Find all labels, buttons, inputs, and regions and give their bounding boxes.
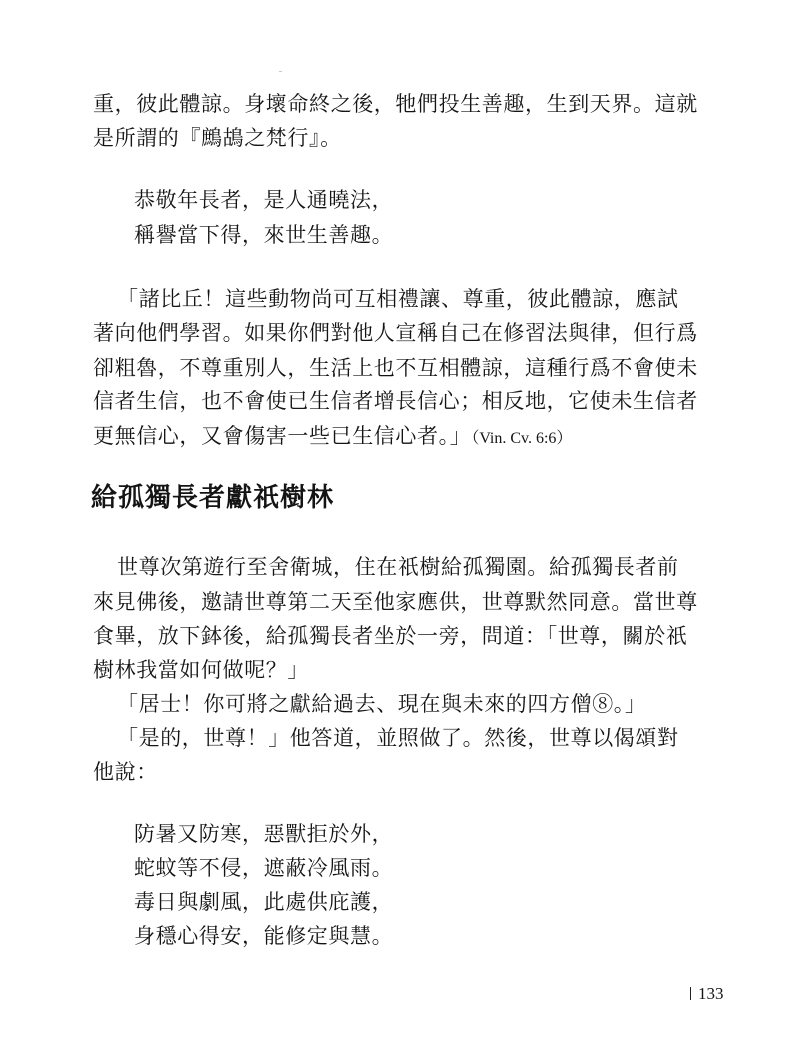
paragraph-line: 信者生信，也不會使已生信者增長信心；相反地，它使未生信者 xyxy=(93,389,698,413)
verse-line: 防暑又防寒，惡獸拒於外， xyxy=(134,822,394,846)
paragraph-line: 是所謂的『鷓鴣之梵行』。 xyxy=(93,126,342,150)
verse-line: 恭敬年長者，是人通曉法， xyxy=(134,188,394,212)
section-heading: 給孤獨長者獻祇樹林 xyxy=(91,483,335,513)
footer-divider xyxy=(690,987,691,1000)
citation: （Vin. Cv. 6:6） xyxy=(471,430,573,447)
paragraph-line: 來見佛後，邀請世尊第二天至他家應供，世尊默然同意。當世尊 xyxy=(93,590,698,614)
paragraph-line: 卻粗魯，不尊重別人，生活上也不互相體諒，這種行爲不會使未 xyxy=(93,356,698,380)
paragraph-line: 食畢，放下鉢後，給孤獨長者坐於一旁，問道：「世尊，關於祇 xyxy=(93,624,688,648)
paragraph-line: 「居士！你可將之獻給過去、現在與未來的四方僧⑧。」 xyxy=(117,692,647,716)
page-footer xyxy=(690,983,724,1005)
verse-line: 稱譽當下得，來世生善趣。 xyxy=(134,223,394,247)
paragraph-line: 樹林我當如何做呢？」 xyxy=(93,658,309,682)
paragraph-line: 「是的，世尊！」他答道，並照做了。然後，世尊以偈頌對 xyxy=(117,726,679,750)
paragraph-line: 世尊次第遊行至舍衛城，住在祇樹給孤獨園。給孤獨長者前 xyxy=(117,555,679,579)
paragraph-line: 他說： xyxy=(93,760,158,784)
paragraph-text: 更無信心，又會傷害一些已生信心者。」 xyxy=(93,424,472,448)
verse-line: 蛇蚊等不侵，遮蔽冷風雨。 xyxy=(134,856,394,880)
page-number: 133 xyxy=(698,984,724,1003)
scan-speck xyxy=(279,71,282,72)
verse-line: 身穩心得安，能修定與慧。 xyxy=(134,924,394,948)
verse-line: 毒日與劇風，此處供庇護， xyxy=(134,890,394,914)
paragraph-line-last xyxy=(93,421,572,454)
paragraph-line: 著向他們學習。如果你們對他人宣稱自己在修習法與律，但行爲 xyxy=(93,321,698,345)
paragraph-line: 「諸比丘！這些動物尚可互相禮讓、尊重，彼此體諒，應試 xyxy=(117,287,679,311)
paragraph-line: 重，彼此體諒。身壞命終之後，牠們投生善趣，生到天界。這就 xyxy=(93,92,698,116)
